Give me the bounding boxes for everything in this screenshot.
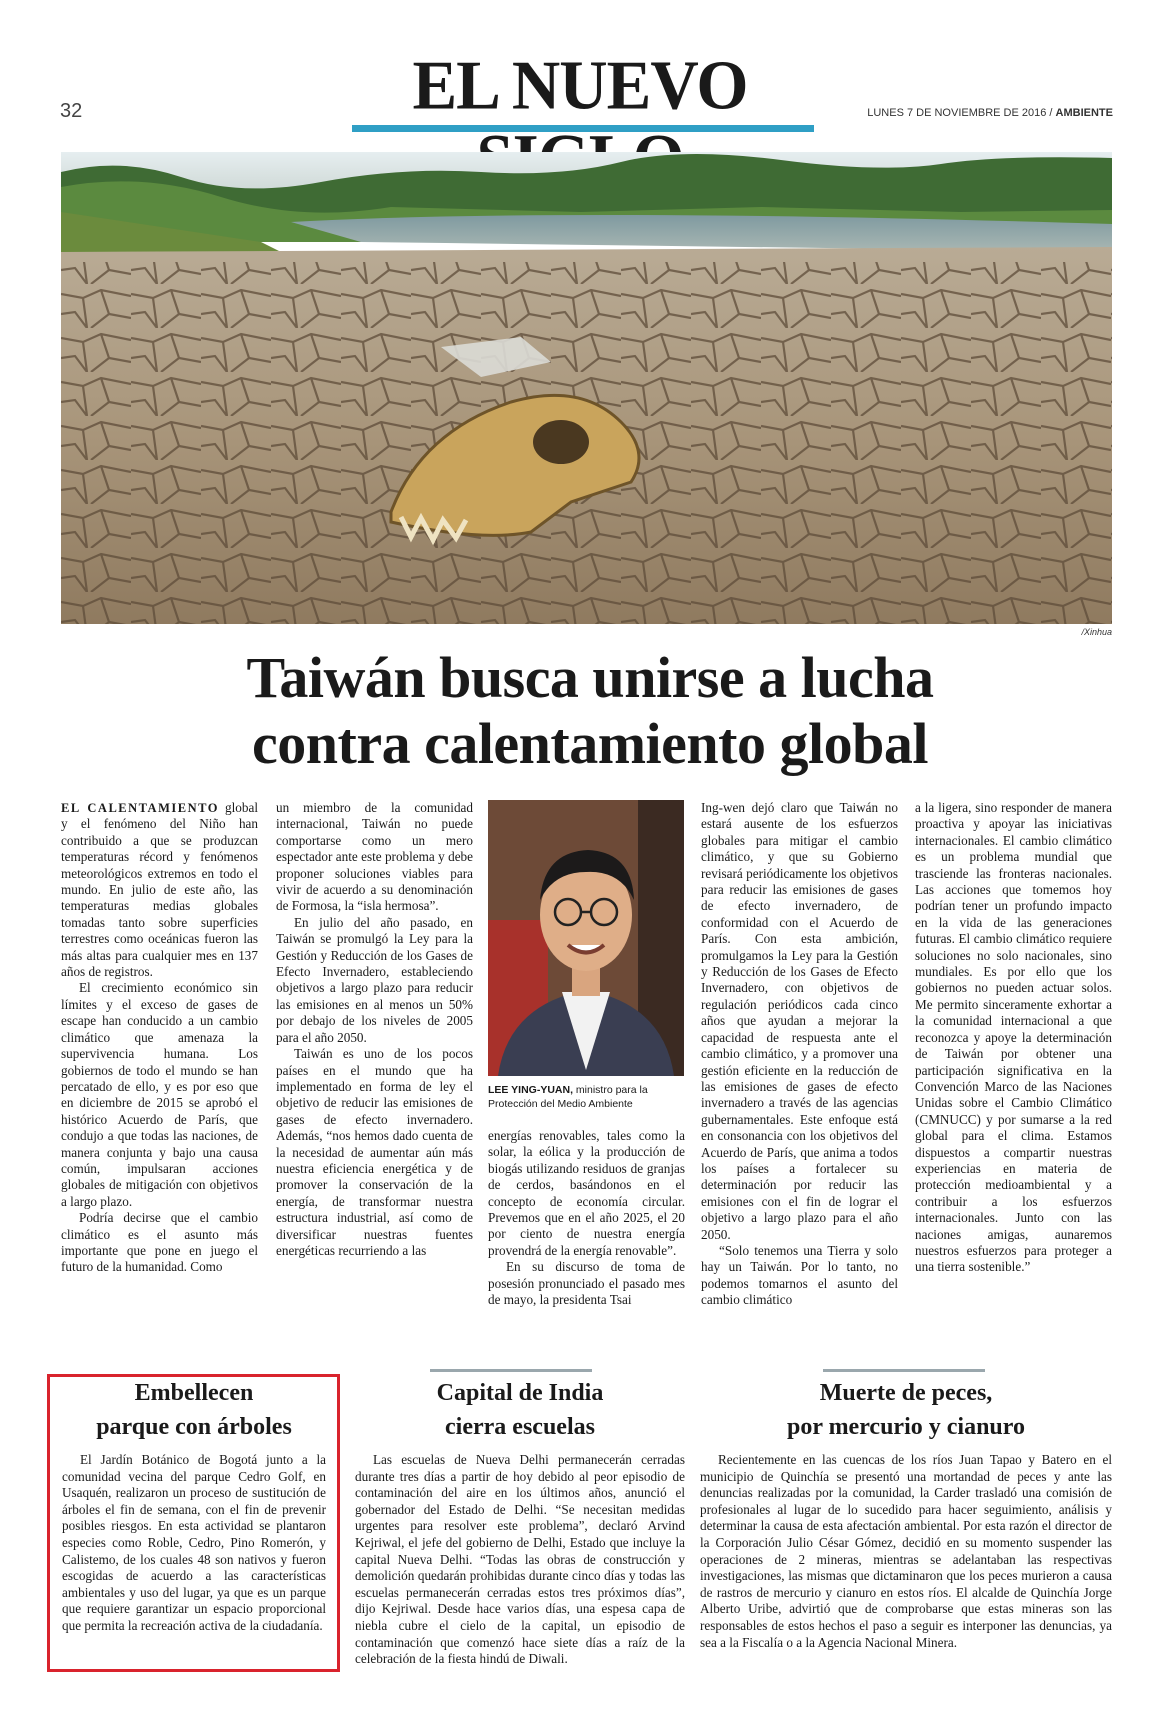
article-column-1 — [61, 800, 258, 1276]
brief-title-line-2: cierra escuelas — [445, 1414, 595, 1440]
dateline-separator: / — [1049, 107, 1053, 119]
caption-text: ministro para la Protección del Medio Ambiente — [488, 1084, 648, 1110]
paragraph-text: global y el fenómeno del Niño han contribuido a que se produzcan temperaturas récord y fenómenos meteorológicos extremos en todo el mundo. En julio de este año, las temperaturas medias globales tomadas tanto sobre superficies terrestres como oceánicas fueron las más altas para cualquier mes en 137 años de registros. — [61, 800, 258, 980]
minister-portrait-image — [488, 800, 684, 1076]
brief-fish — [700, 1376, 1112, 1651]
portrait-caption — [488, 1083, 684, 1111]
section-name: AMBIENTE — [1055, 107, 1113, 119]
dry-riverbed-image — [61, 152, 1112, 624]
article-column-3 — [488, 1128, 685, 1308]
article-column-2 — [276, 800, 473, 1259]
brief-rule — [430, 1369, 592, 1372]
headline-line-1: Taiwán busca unirse a lucha — [246, 645, 934, 710]
article-column-5 — [915, 800, 1112, 1276]
portrait-photo — [488, 800, 684, 1076]
headline-line-2: contra calentamiento global — [252, 711, 928, 776]
article-paragraph: En julio del año pasado, en Taiwán se promulgó la Ley para la Gestión y Reducción de los Gases de Efecto Invernadero, estableciendo objetivos a largo plazo para reducir las emisiones en al menos un 50% por debajo de los niveles de 2005 para el año 2050. — [276, 914, 473, 1045]
main-headline — [90, 645, 1090, 777]
page-number: 32 — [60, 100, 83, 122]
brief-title-line-1: Muerte de peces, — [819, 1380, 993, 1406]
masthead: EL NUEVO — [412, 46, 748, 125]
brief-body: Recientemente en las cuencas de los ríos Juan Tapao y Batero en el municipio de Quinchía se presentó una mortandad de peces y ante las denuncias realizadas por la comunidad, la Carder trasladó una comisión de profesionales al lugar de lo sucedido para hacer seguimiento, análisis y determinar la causa de esta afectación ambiental. Por esta razón el director de la Corporación Julio César Gómez, decidió en su momento suspender las operaciones de 2 mineras, mientras se adelantaban las respectivas investigaciones, las mismas que dictaminaron que los peces murieron a causa de rastros de mercurio y cianuro en estos ríos. El alcalde de Quinchía Jorge Alberto Uribe, advirtió que de comprobarse que estas mineras son las responsables de estos hechos el paso a seguir es interponer las denuncias, ya sea a la Fiscalía o a la Agencia Nacional Minera. — [700, 1452, 1112, 1650]
brief-title-line-2: parque con árboles — [96, 1414, 292, 1440]
brief-title-line-2: por mercurio y cianuro — [787, 1414, 1025, 1440]
article-paragraph: “Solo tenemos una Tierra y solo hay un Taiwán. Por lo tanto, no podemos tomarnos el asunto del cambio climático — [701, 1242, 898, 1308]
photo-credit: /Xinhua — [1081, 627, 1112, 637]
masthead-underline — [352, 125, 814, 132]
brief-body: Las escuelas de Nueva Delhi permanecerán cerradas durante tres días a partir de hoy debido al peor episodio de contaminación del aire en los últimos años, anunció el gobernador del Estado de Delhi. “Se necesitan medidas urgentes para resolver este problema”, declaró Arvind Kejriwal, el jefe del gobierno de Delhi, Estado que incluye la capital Nueva Delhi. “Todas las obras de construcción y demolición quedarán prohibidas durante cinco días y todas las escuelas permanecerán cerradas estos tres próximos días”, dijo Kejriwal. Desde hace varios días, una espesa capa de niebla cubre el cielo de la capital, un episodio de contaminación que comenzó hace siete días a raíz de la celebración de la fiesta hindú de Diwali. — [355, 1452, 685, 1667]
brief-title-line-1: Embellecen — [134, 1380, 254, 1406]
dateline — [800, 107, 1113, 119]
article-paragraph: En su discurso de toma de posesión pronunciado el pasado mes de mayo, la presidenta Tsai — [488, 1259, 685, 1308]
brief-title — [355, 1376, 685, 1444]
brief-title-line-1: Capital de India — [436, 1380, 604, 1406]
brief-rule — [823, 1369, 985, 1372]
article-paragraph: Taiwán es uno de los pocos países en el mundo que ha implementado en forma de ley el objetivo de reducir las emisiones de gases de efecto invernadero. Además, “nos hemos dado cuenta de la necesidad de aumentar aún más nuestra eficiencia energética y de promover la conservación de la energía, de transformar nuestra estructura industrial, así como de diversificar nuestras fuentes energéticas recurriendo a las — [276, 1046, 473, 1258]
article-paragraph: Ing-wen dejó claro que Taiwán no estará ausente de los esfuerzos globales para mitigar el cambio climático, y que su Gobierno revisará periódicamente los objetivos para reducir las emisiones de gases de efecto invernadero, de conformidad con el Acuerdo de París. Con esta ambición, promulgamos la Ley para la Gestión y Reducción de los Gases de Efecto Invernadero, con objetivos de regulación periódicos cada cinco años que ayudan a mejorar la capacidad de respuesta ante el cambio climático, y a promover una gestión eficiente en la reducción de las emisiones de gases de efecto invernadero a través de las agencias gubernamentales. Este enfoque está en consonancia con los objetivos del Acuerdo de París, que anima a todos los países a fortalecer su determinación por reducir las emisiones con el fin de lograr el objetivo a largo plazo para el año 2050. — [701, 800, 898, 1242]
article-paragraph: energías renovables, tales como la solar, la eólica y la producción de biogás utilizando residuos de granjas de cerdos, basándonos en el concepto de economía circular. Prevemos que en el año 2025, el 20 por ciento de nuestra energía provendrá de la energía renovable”. — [488, 1128, 685, 1258]
issue-date: LUNES 7 DE NOVIEMBRE DE 2016 — [867, 107, 1047, 119]
brief-title — [62, 1376, 326, 1444]
article-paragraph: a la ligera, sino responder de manera proactiva y apoyar las iniciativas internacionales. El cambio climático es un problema mundial que trasciende las fronteras nacionales. Las acciones que tomemos hoy podrían tener un profundo impacto en la vida de las generaciones futuras. El cambio climático requiere soluciones no solo nacionales, sino mundiales. Es por ello que los gobiernos no pueden actuar solos. Me permito sinceramente exhortar a la comunidad internacional a que reconozca y apoye la determinación de Taiwán por obtener una participación significativa en la Convención Marco de las Naciones Unidas sobre el Cambio Climático (CMNUCC) y por sumarse a la red global para el clima. Estamos dispuestos a compartir nuestras experiencias en materia de protección medioambiental y a contribuir a los esfuerzos internacionales. Junto con las naciones amigas, aunaremos nuestros esfuerzos para proteger a una tierra sostenible.” — [915, 800, 1112, 1275]
brief-parks — [62, 1376, 326, 1635]
lead-word: EL CALENTAMIENTO — [61, 801, 219, 815]
article-paragraph: El crecimiento económico sin límites y el exceso de gases de escape han conducido a un cambio climático que amenaza la supervivencia humana. Los gobiernos de todo el mundo se han percatado de ello, y es por eso que en diciembre de 2015 se aprobó el histórico Acuerdo de París, que condujo a que todas las naciones, de manera conjunta y bajo una causa común, impulsaran acciones globales de mitigación con objetivos a largo plazo. — [61, 980, 258, 1209]
article-paragraph: un miembro de la comunidad internacional, Taiwán no puede comportarse como un mero espectador ante este problema y debe proponer soluciones viables para vivir de acuerdo a su denominación de Formosa, la “isla hermosa”. — [276, 800, 473, 914]
brief-body: El Jardín Botánico de Bogotá junto a la comunidad vecina del parque Cedro Golf, en Usaquén, realizaron un proceso de sustitución de árboles el fin de semana, con el fin de prevenir posibles riesgos. En esta actividad se plantaron especies como Roble, Cedro, Pino Romerón, y Calistemo, de los cuales 48 son nativos y fueron escogidas de acuerdo a las características ambientales y uso del lugar, ya que es un parque que requiere garantizar un espacio proporcional que permita la recreación activa de la ciudadanía. — [62, 1452, 326, 1633]
brief-india — [355, 1376, 685, 1668]
lead-photo — [61, 152, 1112, 624]
brief-title — [700, 1376, 1112, 1444]
article-column-4 — [701, 800, 898, 1309]
article-paragraph — [61, 800, 258, 980]
caption-name: LEE YING-YUAN, — [488, 1084, 573, 1096]
article-paragraph: Podría decirse que el cambio climático es el asunto más importante que pone en juego el futuro de la humanidad. Como — [61, 1210, 258, 1275]
